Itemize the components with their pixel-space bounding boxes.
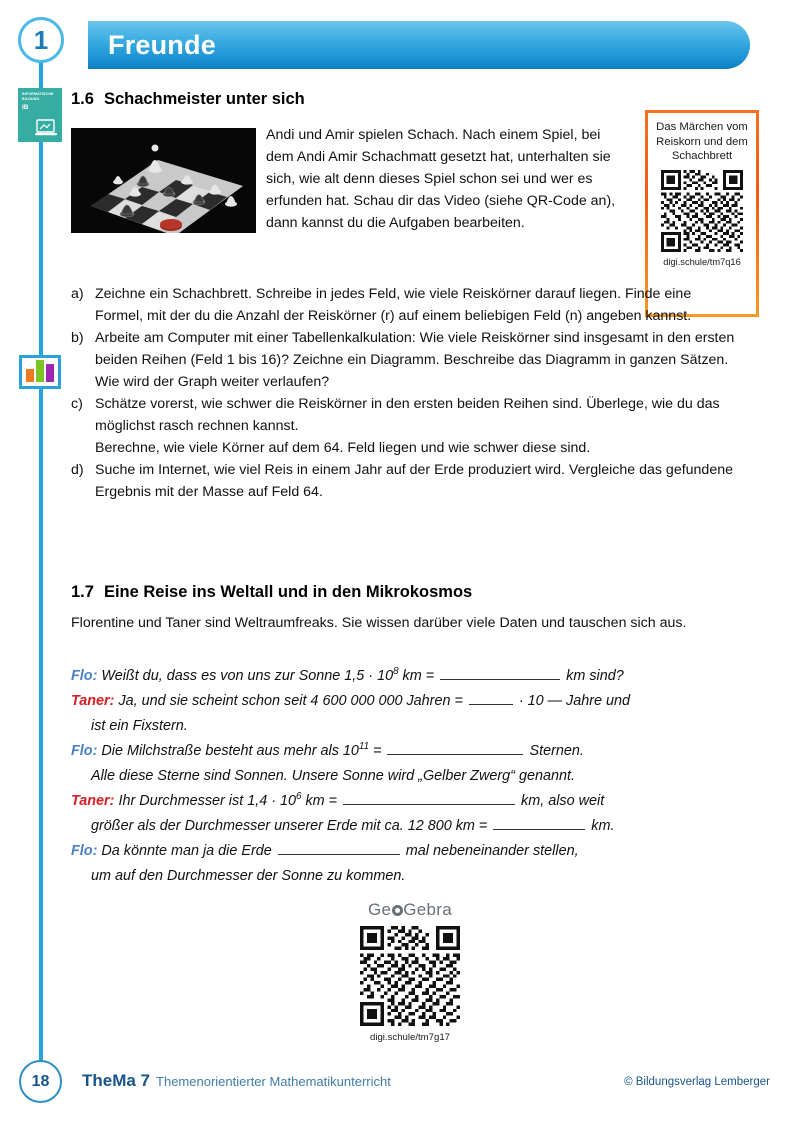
task-text: Zeichne ein Schachbrett. Schreibe in jedes Feld, wie viele Reiskörner darauf liegen. Finde eine Formel, mit der du die Anzahl der Reiskörner (r) auf einem beliebigen Feld (n) angeben kannst.	[95, 286, 692, 324]
answer-blank[interactable]	[343, 790, 515, 805]
task-text-main: Arbeite am Computer mit einer Tabellenkalkulation: Wie viele Reiskörner sind insgesamt in den ersten beiden Reihen (Feld 1 bis 16)? Zeichne ein Diagramm. Beschreibe das Diagramm in ganzen Sätzen.	[95, 330, 735, 368]
chart-icon-bar-2	[36, 360, 44, 382]
chapter-number: 1	[33, 24, 49, 55]
dialogue-text: Weißt du, dass es von uns zur Sonne 1,5 · 10	[101, 668, 394, 684]
task-label: a)	[71, 286, 84, 302]
exponent: 6	[296, 791, 302, 803]
geogebra-logo: Ge Gebra	[367, 900, 453, 919]
dialogue-line	[71, 789, 761, 814]
dialogue-text: Sternen.	[525, 743, 584, 759]
answer-blank[interactable]	[387, 740, 523, 755]
dialogue-text: km =	[301, 793, 342, 809]
dialogue-line-continuation: ist ein Fixstern.	[91, 718, 188, 734]
dialogue-line-continuation	[71, 814, 761, 839]
section-1-6-intro: Andi und Amir spielen Schach. Nach einem Spiel, bei dem Andi Amir Schachmatt gesetzt hat, unterhalten sie sich, wie alt denn dieses Spiel schon sei und wer es erfunden hat. Schau dir das Video (siehe QR-Code an), dann kannst du die Aufgaben bearbeiten.	[266, 127, 616, 231]
dialogue-line	[71, 689, 761, 714]
qr-card-title: Das Märchen vom Reiskorn und dem Schachbrett	[656, 121, 748, 162]
dialogue-line	[71, 839, 761, 864]
task-text-extra: Berechne, wie viele Körner auf dem 64. Feld liegen und wie schwer diese sind.	[95, 440, 591, 456]
dialogue-text: km =	[398, 668, 439, 684]
informatics-education-badge	[18, 88, 62, 142]
task-row	[71, 283, 743, 327]
chess-board-photo	[71, 128, 256, 233]
task-text-extra: Wie wird der Graph weiter verlaufen?	[95, 374, 330, 390]
section-1-7-title: Eine Reise ins Weltall und in den Mikrokosmos	[103, 583, 473, 601]
laptop-icon	[34, 118, 58, 138]
task-text: Suche im Internet, wie viel Reis in einem Jahr auf der Erde produziert wird. Vergleiche das gefundene Ergebnis mit der Masse auf Feld 64.	[95, 462, 733, 500]
section-1-7-intro: Florentine und Taner sind Weltraumfreaks. Sie wissen darüber viele Daten und tauschen sich aus.	[71, 615, 687, 631]
footer-brand	[82, 1071, 391, 1091]
task-label: b)	[71, 330, 84, 346]
geogebra-qr-block[interactable]	[345, 900, 475, 1043]
geogebra-url: digi.schule/tm7g17	[370, 1032, 450, 1043]
dialogue-text: =	[369, 743, 386, 759]
answer-blank[interactable]	[278, 840, 400, 855]
page-number: 18	[31, 1072, 50, 1090]
dialogue-text: Die Milchstraße besteht aus mehr als 10	[101, 743, 359, 759]
task-label: c)	[71, 396, 83, 412]
chapter-title: Freunde	[108, 29, 216, 60]
answer-blank[interactable]	[469, 690, 513, 705]
answer-blank[interactable]	[493, 815, 585, 830]
task-row	[71, 327, 743, 393]
footer-brand-name: TheMa 7	[82, 1071, 151, 1090]
dialogue-speaker-flo: Flo:	[71, 843, 102, 859]
dialogue-line-continuation: um auf den Durchmesser der Sonne zu kommen.	[91, 868, 406, 884]
section-1-6-number: 1.6	[71, 90, 94, 108]
section-1-7-heading	[71, 583, 472, 602]
exponent: 8	[393, 666, 399, 678]
ib-label-line2: BILDUNG	[22, 96, 40, 101]
section-1-6-title: Schachmeister unter sich	[103, 90, 305, 108]
chart-icon-bar-1	[26, 369, 34, 382]
ib-abbreviation: IB	[22, 103, 29, 111]
qr-card-url: digi.schule/tm7q16	[663, 256, 741, 267]
qr-code-image-geogebra	[360, 926, 460, 1026]
footer-subtitle: Themenorientierter Mathematikunterricht	[156, 1074, 391, 1089]
qr-code-image	[661, 170, 743, 252]
task-text	[95, 393, 743, 459]
dialogue-text: km sind?	[562, 668, 624, 684]
left-margin-rule	[39, 58, 43, 1068]
task-text-main: Schätze vorerst, wie schwer die Reiskörner in den ersten beiden Reihen sind. Überlege, wie du das möglichst rasch rechnen kannst.	[95, 396, 720, 434]
dialogue-speaker-taner: Taner:	[71, 793, 119, 809]
dialogue-block	[71, 664, 761, 889]
exponent: 11	[358, 741, 370, 753]
chapter-banner	[88, 21, 750, 69]
dialogue-text: km.	[587, 818, 615, 834]
task-text	[95, 327, 743, 393]
dialogue-speaker-taner: Taner:	[71, 693, 119, 709]
task-label: d)	[71, 462, 84, 478]
bar-chart-icon	[19, 355, 61, 389]
dialogue-text: Ihr Durchmesser ist 1,4 · 10	[118, 793, 296, 809]
dialogue-line	[71, 739, 761, 764]
chart-icon-bar-3	[46, 364, 54, 382]
footer-copyright: © Bildungsverlag Lemberger	[624, 1076, 770, 1088]
task-row	[71, 459, 743, 503]
dialogue-line-continuation: Alle diese Sterne sind Sonnen. Unsere Sonne wird „Gelber Zwerg“ genannt.	[91, 768, 575, 784]
dialogue-text: · 10 — Jahre und	[514, 693, 631, 709]
task-list	[71, 283, 743, 503]
page-number-badge	[19, 1060, 62, 1103]
answer-blank[interactable]	[440, 665, 560, 680]
dialogue-text: Ja, und sie scheint schon seit 4 600 000 000 Jahren =	[118, 693, 467, 709]
dialogue-speaker-flo: Flo:	[71, 668, 102, 684]
dialogue-line	[71, 664, 761, 689]
section-1-7-number: 1.7	[71, 583, 94, 601]
dialogue-text: mal nebeneinander stellen,	[401, 843, 579, 859]
dialogue-text: Da könnte man ja die Erde	[101, 843, 276, 859]
dialogue-speaker-flo: Flo:	[71, 743, 102, 759]
ib-label-line1: INFORMATISCHE	[22, 92, 54, 96]
chapter-number-badge	[18, 17, 64, 63]
section-1-6-heading	[71, 90, 305, 109]
task-row	[71, 393, 743, 459]
dialogue-text: km, also weit	[517, 793, 605, 809]
dialogue-text: größer als der Durchmesser unserer Erde mit ca. 12 800 km =	[91, 818, 492, 834]
geogebra-dot-icon	[392, 905, 403, 916]
